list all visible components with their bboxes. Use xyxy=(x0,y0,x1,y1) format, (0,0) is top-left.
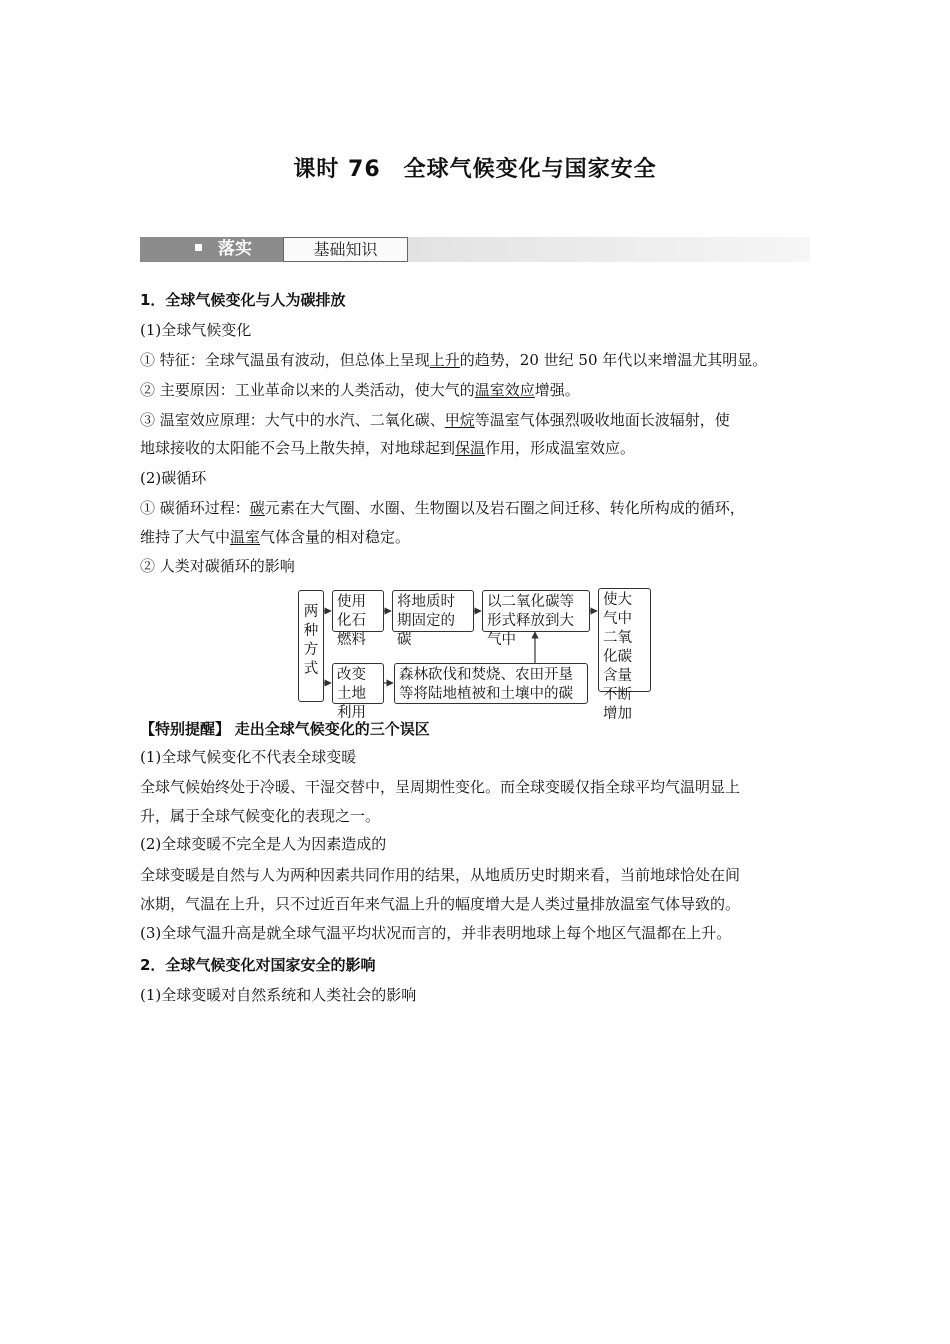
paragraph-carbon-cycle xyxy=(140,498,745,518)
answer-blank: 温室 xyxy=(230,528,261,546)
paragraph-feature xyxy=(140,350,767,370)
paragraph-carbon-cycle-cont xyxy=(140,527,410,547)
paragraph-principle xyxy=(140,410,730,430)
text: ① 特征：全球气温虽有波动，但总体上呈现 xyxy=(140,351,430,369)
text: 维持了大气中 xyxy=(140,528,231,546)
banner-right-label: 基础知识 xyxy=(283,237,408,262)
tip-text: 冰期，气温在上升，只不过近百年来气温上升的幅度增大是人类过量排放温室气体导致的。 xyxy=(140,895,741,913)
answer-blank: 碳 xyxy=(249,499,265,517)
tip-text: 全球变暖是自然与人为两种因素共同作用的结果，从地质历史时期来看，当前地球恰处在间 xyxy=(140,866,741,884)
banner-left xyxy=(140,237,283,262)
text: 的趋势，20 世纪 50 年代以来增温尤其明显。 xyxy=(459,351,768,369)
tip-label: 【特别提醒】 xyxy=(140,720,231,738)
tip-title: 走出全球气候变化的三个误区 xyxy=(234,720,430,738)
subheading-1: (1)全球气候变化 xyxy=(140,321,252,339)
banner-left-label: 落实 xyxy=(218,239,252,259)
square-bullet-icon xyxy=(195,244,202,251)
tip-point-1: (1)全球气候变化不代表全球变暖 xyxy=(140,748,357,766)
tip-point-2: (2)全球变暖不完全是人为因素造成的 xyxy=(140,835,387,853)
text: ② 主要原因：工业革命以来的人类活动，使大气的 xyxy=(140,381,475,399)
paragraph-principle-cont xyxy=(140,438,635,458)
flow-box-geologic-carbon: 将地质时期固定的碳 xyxy=(392,590,474,632)
paragraph-cause xyxy=(140,380,580,400)
text: 增强。 xyxy=(534,381,580,399)
text: ① 碳循环过程： xyxy=(140,499,250,517)
tip-text: 全球气候始终处于冷暖、干湿交替中，呈周期性变化。而全球变暖仅指全球平均气温明显上 xyxy=(140,778,741,796)
paragraph-human-impact: ② 人类对碳循环的影响 xyxy=(140,557,295,575)
answer-blank: 上升 xyxy=(429,351,460,369)
heading-1: 1．全球气候变化与人为碳排放 xyxy=(140,291,346,309)
tip-text: 升，属于全球气候变化的表现之一。 xyxy=(140,807,381,825)
flow-box-two-ways: 两种方式 xyxy=(298,590,324,702)
text: 等温室气体强烈吸收地面长波辐射，使 xyxy=(474,411,730,429)
page-title: 课时 76 全球气候变化与国家安全 xyxy=(293,157,657,182)
text: 作用，形成温室效应。 xyxy=(485,439,636,457)
flow-box-co2-increase: 使大气中二氧化碳含量不断增加 xyxy=(598,588,651,692)
text: 气体含量的相对稳定。 xyxy=(260,528,411,546)
text: ③ 温室效应原理：大气中的水汽、二氧化碳、 xyxy=(140,411,445,429)
flow-box-release-co2: 以二氧化碳等形式释放到大气中 xyxy=(482,590,590,632)
section-banner xyxy=(140,237,810,262)
subheading-3: (1)全球变暖对自然系统和人类社会的影响 xyxy=(140,986,417,1004)
flow-box-deforestation: 森林砍伐和焚烧、农田开垦等将陆地植被和土壤中的碳 xyxy=(394,663,588,704)
tip-point-3: (3)全球气温升高是就全球气温平均状况而言的，并非表明地球上每个地区气温都在上升。 xyxy=(140,924,732,942)
heading-2: 2．全球气候变化对国家安全的影响 xyxy=(140,956,376,974)
flow-box-land-use: 改变土地利用 xyxy=(332,663,384,704)
text: 地球接收的太阳能不会马上散失掉，对地球起到 xyxy=(140,439,456,457)
answer-blank: 甲烷 xyxy=(444,411,475,429)
answer-blank: 保温 xyxy=(455,439,486,457)
text: 元素在大气圈、水圈、生物圈以及岩石圈之间迁移、转化所构成的循环， xyxy=(264,499,745,517)
flow-box-fossil-fuel: 使用化石燃料 xyxy=(332,590,384,632)
subheading-2: (2)碳循环 xyxy=(140,469,207,487)
answer-blank: 温室效应 xyxy=(474,381,535,399)
special-tip-heading xyxy=(140,719,430,739)
